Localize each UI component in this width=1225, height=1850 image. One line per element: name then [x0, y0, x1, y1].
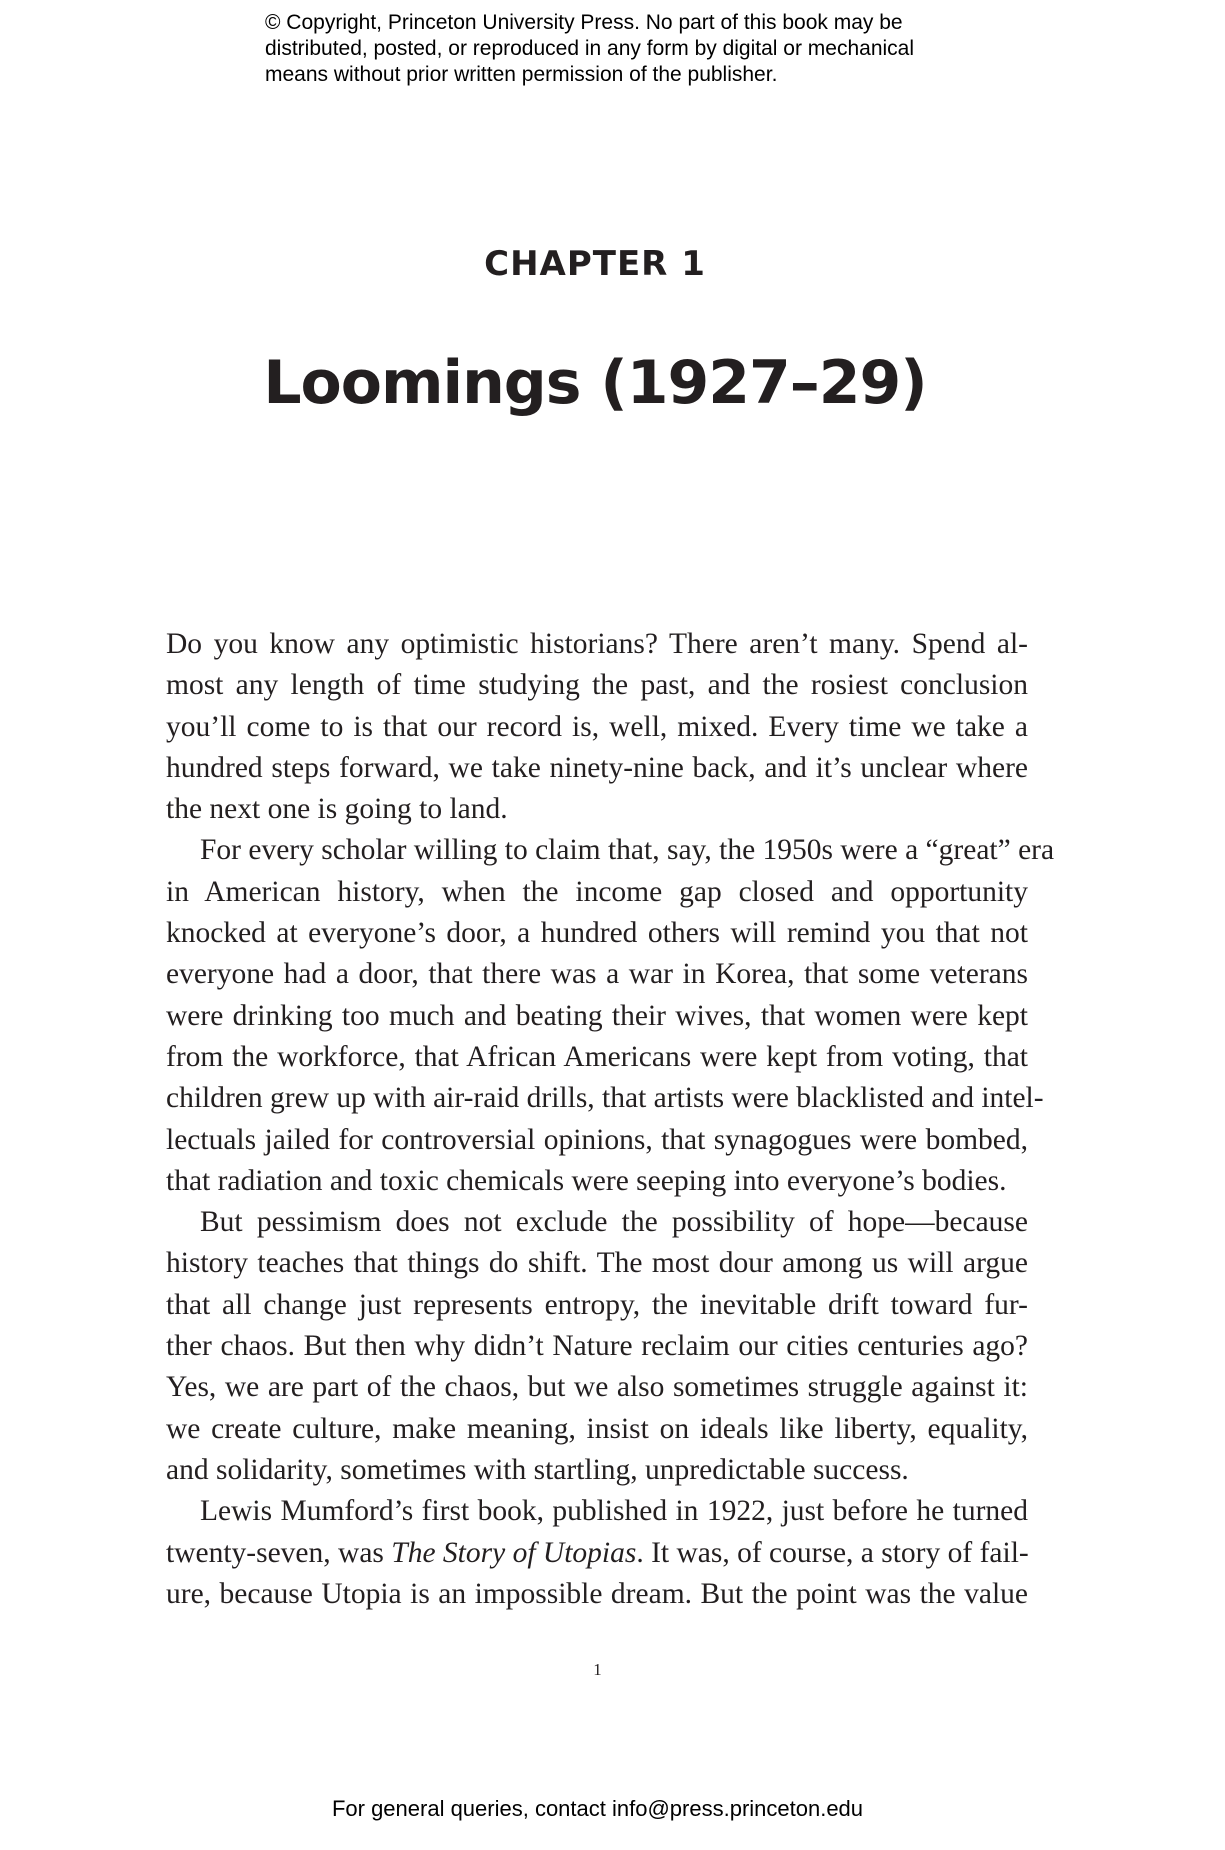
- body-line-mixed: [166, 1533, 1028, 1574]
- body-line: Yes, we are part of the chaos, but we also sometimes struggle against it:: [166, 1371, 1028, 1404]
- body-line: Lewis Mumford’s first book, published in 1922, just before he turned: [200, 1495, 1028, 1528]
- body-line: But pessimism does not exclude the possibility of hope—because: [200, 1206, 1028, 1239]
- body-line: children grew up with air-raid drills, that artists were blacklisted and intel-: [166, 1082, 1044, 1115]
- chapter-label: CHAPTER 1: [484, 244, 706, 284]
- body-line: were drinking too much and beating their wives, that women were kept: [166, 999, 1028, 1032]
- body-line: ther chaos. But then why didn’t Nature reclaim our cities centuries ago?: [166, 1330, 1028, 1363]
- body-line: that radiation and toxic chemicals were seeping into everyone’s bodies.: [166, 1164, 1007, 1197]
- body-line: hundred steps forward, we take ninety-nine back, and it’s unclear where: [166, 751, 1028, 784]
- body-line: and solidarity, sometimes with startling, unpredictable success.: [166, 1453, 909, 1486]
- body-line: we create culture, make meaning, insist on ideals like liberty, equality,: [166, 1412, 1028, 1445]
- body-line: the next one is going to land.: [166, 793, 508, 826]
- body-line: knocked at everyone’s door, a hundred others will remind you that not: [166, 917, 1028, 950]
- body-line: everyone had a door, that there was a war in Korea, that some veterans: [166, 958, 1028, 991]
- body-line-part: . It was, of course, a story of fail-: [636, 1536, 1029, 1569]
- copyright-line: distributed, posted, or reproduced in any form by digital or mechanical: [265, 37, 915, 60]
- copyright-line: © Copyright, Princeton University Press. No part of this book may be: [265, 11, 903, 34]
- body-line: from the workforce, that African Americans were kept from voting, that: [166, 1040, 1028, 1073]
- body-line: that all change just represents entropy, the inevitable drift toward fur-: [166, 1288, 1028, 1321]
- body-line: history teaches that things do shift. The most dour among us will argue: [166, 1247, 1028, 1280]
- body-line: lectuals jailed for controversial opinions, that synagogues were bombed,: [166, 1123, 1028, 1156]
- body-line: in American history, when the income gap closed and opportunity: [166, 875, 1028, 908]
- body-line: you’ll come to is that our record is, well, mixed. Every time we take a: [166, 710, 1028, 743]
- body-line-part: twenty-seven, was: [166, 1536, 392, 1569]
- page-number: 1: [593, 1660, 602, 1679]
- copyright-line: means without prior written permission of the publisher.: [265, 63, 778, 86]
- body-text: [166, 624, 1055, 1615]
- footer-contact: For general queries, contact info@press.princeton.edu: [331, 1796, 864, 1821]
- book-title-italic: The Story of Utopias: [391, 1536, 637, 1569]
- chapter-title: Loomings (1927–29): [263, 348, 927, 418]
- body-line: most any length of time studying the past, and the rosiest conclusion: [166, 669, 1028, 702]
- body-line: Do you know any optimistic historians? There aren’t many. Spend al-: [166, 628, 1028, 660]
- body-line: ure, because Utopia is an impossible dream. But the point was the value: [166, 1577, 1028, 1610]
- copyright-notice: [265, 10, 1025, 88]
- body-line: For every scholar willing to claim that, say, the 1950s were a “great” era: [200, 834, 1055, 867]
